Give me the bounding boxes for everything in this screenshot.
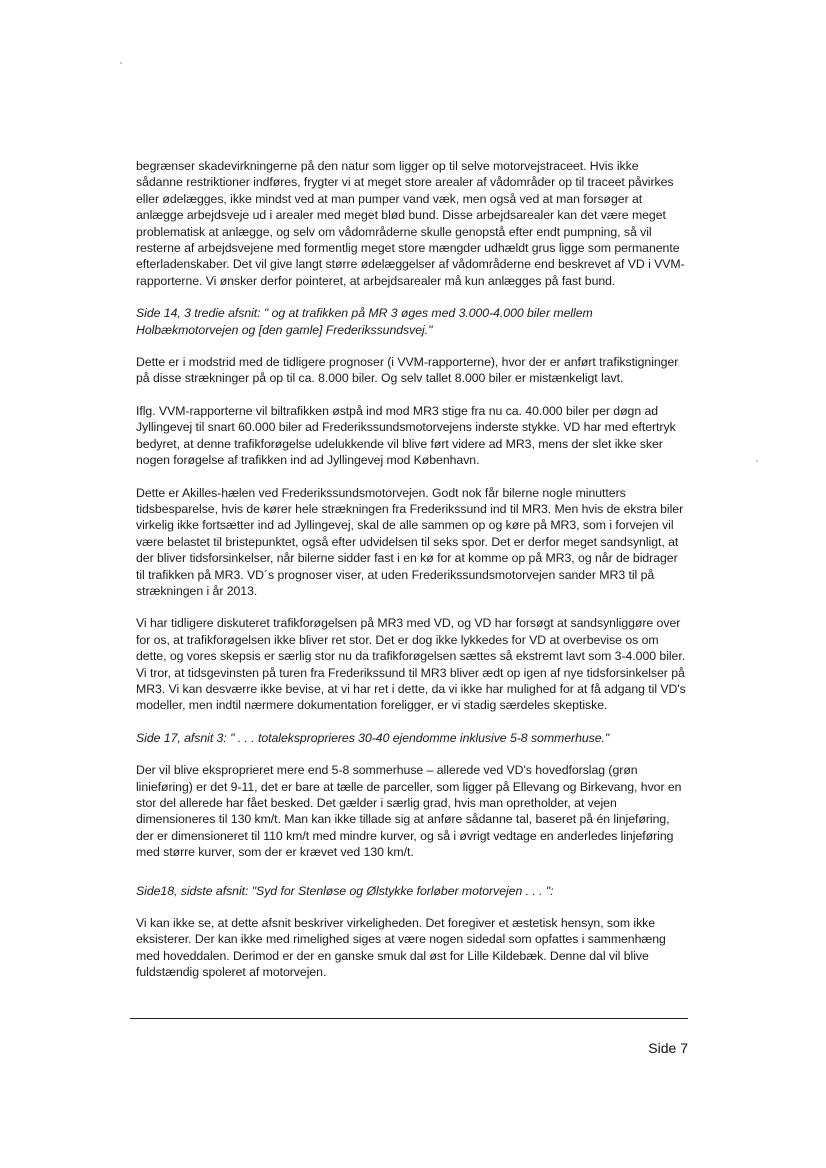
scan-speck	[120, 62, 122, 64]
quote-heading-3: Side18, sidste afsnit: "Syd for Stenløse og Ølstykke forløber motorvejen . . . ":	[136, 883, 554, 898]
paragraph-1: begrænser skadevirkningerne på den natur som ligger op til selve motorvejstraceet. Hvis ikke sådanne restriktioner indføres, frygter vi at meget store arealer af vådområder op til traceet påvirkes eller ødelægges, ikke mindst ved at man pumper vand væk, men også ved at man forsøger at anlægge arbejdsveje ud i arealer med meget blød bund. Disse arbejdsarealer kan det være meget problematisk at anlægge, og selv om vådområderne skulle genopstå efter endt pumpning, så vil resterne af arbejdsvejene med formentlig meget store mængder udhældt grus ligge som permanente efterladenskaber. Det vil give langt større ødelæggelser af vådområderne end beskrevet af VD i VVM-rapporterne. Vi ønsker derfor pointeret, at arbejdsarealer må kun anlægges på fast bund.	[136, 159, 685, 288]
quote-heading-1: Side 14, 3 tredie afsnit: " og at trafikken på MR 3 øges med 3.000-4.000 biler mellem Holbækmotorvejen og [den gamle] Frederikssundsvej."	[136, 306, 593, 337]
page-number: Side 7	[648, 1040, 688, 1056]
paragraph-3: Iflg. VVM-rapporterne vil biltrafikken østpå ind mod MR3 stige fra nu ca. 40.000 biler per døgn ad Jyllingevej til snart 60.000 biler ad Frederikssundsmotorvejens inderste stykke. VD har med eftertryk bedyret, at denne trafikforøgelse udelukkende vil blive ført videre ad MR3, mens der slet ikke sker nogen forøgelse af trafikken ind ad Jyllingevej mod København.	[136, 403, 676, 468]
paragraph-2: Dette er i modstrid med de tidligere prognoser (i VVM-rapporterne), hvor der er anført trafikstigninger på disse strækninger på op til ca. 8.000 biler. Og selv tallet 8.000 biler er mistænkeligt lavt.	[136, 355, 679, 386]
body-text	[136, 158, 686, 997]
paragraph-5: Vi har tidligere diskuteret trafikforøgelsen på MR3 med VD, og VD har forsøgt at sandsynliggøre over for os, at trafikforøgelsen ikke bliver ret stor. Det er dog ikke lykkedes for VD at overbevise os om dette, og vores skepsis er særlig stor nu da trafikforøgelsen sættes så ekstremt lavt som 3-4.000 biler. Vi tror, at tidsgevinsten på turen fra Frederikssund til MR3 bliver ædt op igen af nye tidsforsinkelser på MR3. Vi kan desværre ikke bevise, at vi har ret i dette, da vi ikke har mulighed for at få adgang til VD's modeller, men indtil nærmere dokumentation foreligger, er vi stadig særdeles skeptiske.	[136, 616, 686, 713]
paragraph-7: Vi kan ikke se, at dette afsnit beskriver virkeligheden. Det foregiver et æstetisk hensyn, som ikke eksisterer. Der kan ikke med rimelighed siges at være nogen sidedal som opfattes i sammenhæng med hoveddalen. Derimod er der en ganske smuk dal øst for Lille Kildebæk. Denne dal vil blive fuldstændig spoleret af motorvejen.	[136, 916, 666, 980]
footer-divider	[130, 1018, 688, 1019]
paragraph-6: Der vil blive eksproprieret mere end 5-8 sommerhuse – allerede ved VD's hovedforslag (grøn linieføring) er det 9-11, det er bare at tælle de parceller, som ligger på Ellevang og Birkevang, hvor en stor del allerede har fået besked. Det gælder i særlig grad, hvis man opretholder, at vejen dimensioneres til 130 km/t. Man kan ikke tillade sig at anføre sådanne tal, baseret på én linjeføring, der er dimensioneret til 110 km/t med mindre kurver, og så i øvrigt vedtage en anderledes linjeføring med større kurver, som der er krævet ved 130 km/t.	[136, 763, 682, 860]
scan-speck	[756, 460, 758, 462]
quote-heading-2: Side 17, afsnit 3: " . . . totaleksproprieres 30-40 ejendomme inklusive 5-8 sommerhuse."	[136, 730, 610, 745]
paragraph-4: Dette er Akilles-hælen ved Frederikssundsmotorvejen. Godt nok får bilerne nogle minutters tidsbesparelse, hvis de kører hele strækningen fra Frederikssund ind til MR3. Men hvis de ekstra biler virkelig ikke fortsætter ind ad Jyllingevej, skal de alle sammen op og køre på MR3, som i forvejen vil være belastet til bristepunktet, også efter udvidelsen til seks spor. Det er derfor meget sandsynligt, at der bliver tidsforsinkelser, når bilerne sidder fast i en kø for at komme op på MR3, og når de bidrager til trafikken på MR3. VD´s prognoser viser, at uden Frederikssundsmotorvejen sander MR3 til på strækningen i år 2013.	[136, 485, 684, 598]
